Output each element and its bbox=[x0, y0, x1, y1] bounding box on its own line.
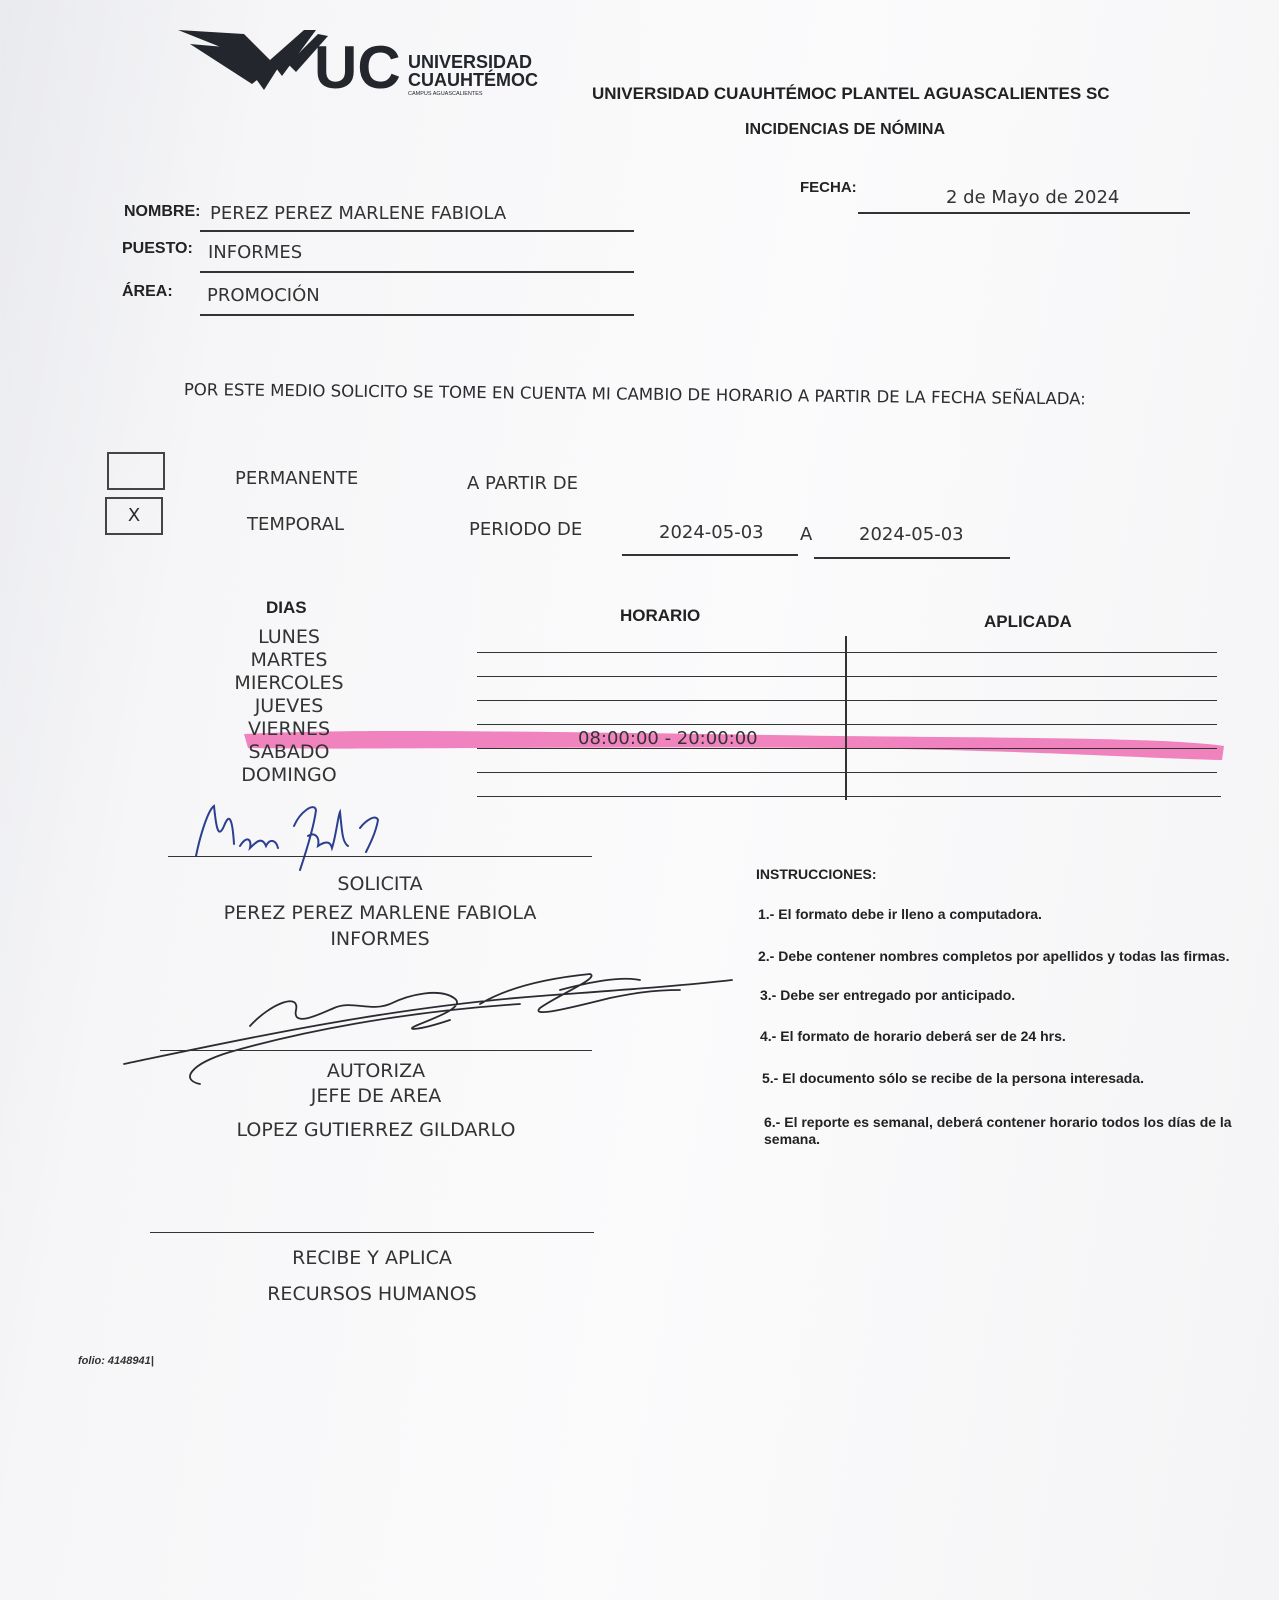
logo-tagline: CAMPUS AGUASCALIENTES bbox=[408, 91, 483, 97]
puesto-underline bbox=[200, 271, 634, 273]
a-partir-label: A PARTIR DE bbox=[467, 473, 579, 494]
autoriza-signature-line bbox=[160, 1050, 592, 1051]
permanente-label: PERMANENTE bbox=[235, 468, 359, 489]
area-value: PROMOCIÓN bbox=[207, 285, 320, 306]
folio-number: folio: 4148941| bbox=[78, 1355, 154, 1367]
column-aplicada: APLICADA bbox=[984, 612, 1072, 631]
day-miercoles: MIERCOLES bbox=[234, 672, 344, 694]
periodo-label: PERIODO DE bbox=[469, 519, 583, 540]
day-martes: MARTES bbox=[250, 649, 328, 671]
schedule-row-line bbox=[477, 796, 1221, 797]
temporal-label: TEMPORAL bbox=[247, 514, 345, 535]
area-underline bbox=[200, 314, 634, 316]
schedule-row-line bbox=[477, 676, 1217, 677]
autoriza-role: AUTORIZA bbox=[326, 1060, 426, 1082]
instructions-title: INSTRUCCIONES: bbox=[756, 866, 877, 882]
schedule-row-line bbox=[477, 652, 1217, 653]
recibe-role: RECIBE Y APLICA bbox=[292, 1247, 452, 1269]
autoriza-position: JEFE DE AREA bbox=[310, 1085, 442, 1107]
recibe-department: RECURSOS HUMANOS bbox=[267, 1283, 477, 1305]
fecha-value: 2 de Mayo de 2024 bbox=[946, 187, 1120, 208]
puesto-label: PUESTO: bbox=[122, 240, 193, 257]
periodo-to: 2024-05-03 bbox=[859, 524, 964, 545]
column-horario: HORARIO bbox=[620, 606, 701, 625]
eagle-emblem bbox=[178, 30, 328, 90]
solicita-name: PEREZ PEREZ MARLENE FABIOLA bbox=[223, 902, 537, 924]
periodo-to-underline bbox=[814, 557, 1010, 559]
solicita-signature-line bbox=[168, 856, 592, 857]
schedule-row-line bbox=[477, 724, 1217, 725]
instruction-item: 5.- El documento sólo se recibe de la persona interesada. bbox=[762, 1070, 1145, 1086]
logo-wordmark: UC bbox=[314, 34, 401, 100]
request-statement: POR ESTE MEDIO SOLICITO SE TOME EN CUENTA MI CAMBIO DE HORARIO A PARTIR DE LA FECHA SEÑALADA: bbox=[183, 380, 1086, 409]
day-domingo: DOMINGO bbox=[241, 764, 337, 786]
autoriza-name: LOPEZ GUTIERREZ GILDARLO bbox=[236, 1119, 516, 1141]
schedule-column-divider bbox=[845, 636, 847, 800]
instruction-item: 2.- Debe contener nombres completos por apellidos y todas las firmas. bbox=[758, 948, 1230, 964]
day-lunes: LUNES bbox=[258, 626, 320, 648]
puesto-value: INFORMES bbox=[208, 242, 303, 263]
document-title: UNIVERSIDAD CUAUHTÉMOC PLANTEL AGUASCALIENTES SC bbox=[592, 84, 1110, 103]
logo-line2: CUAUHTÉMOC bbox=[408, 70, 538, 90]
periodo-from: 2024-05-03 bbox=[659, 522, 764, 543]
temporal-checkbox[interactable]: X bbox=[105, 497, 163, 535]
viernes-hours: 08:00:00 - 20:00:00 bbox=[578, 728, 758, 749]
nombre-underline bbox=[200, 230, 634, 232]
logo-line1: UNIVERSIDAD bbox=[408, 52, 533, 72]
document-subtitle: INCIDENCIAS DE NÓMINA bbox=[745, 121, 946, 138]
column-dias: DIAS bbox=[266, 598, 307, 617]
nombre-value: PEREZ PEREZ MARLENE FABIOLA bbox=[210, 203, 507, 224]
area-label: ÁREA: bbox=[122, 283, 173, 300]
recibe-signature-line bbox=[150, 1232, 594, 1233]
fecha-label: FECHA: bbox=[800, 179, 857, 196]
periodo-separator: A bbox=[800, 524, 813, 545]
permanente-checkbox[interactable] bbox=[107, 452, 165, 490]
day-viernes: VIERNES bbox=[247, 718, 331, 740]
day-sabado: SABADO bbox=[248, 741, 330, 763]
nombre-label: NOMBRE: bbox=[124, 203, 201, 220]
schedule-row-line bbox=[477, 700, 1217, 701]
periodo-from-underline bbox=[622, 554, 798, 556]
university-logo bbox=[178, 24, 538, 100]
schedule-row-line bbox=[477, 772, 1217, 773]
day-jueves: JUEVES bbox=[254, 695, 324, 717]
instruction-item: 6.- El reporte es semanal, deberá contener horario todos los días de la semana. bbox=[764, 1114, 1232, 1147]
instruction-item: 3.- Debe ser entregado por anticipado. bbox=[760, 987, 1016, 1003]
solicita-role: SOLICITA bbox=[337, 873, 423, 895]
instruction-item: 1.- El formato debe ir lleno a computadora. bbox=[758, 906, 1042, 922]
instruction-item: 4.- El formato de horario deberá ser de 24 hrs. bbox=[760, 1028, 1066, 1044]
fecha-underline bbox=[858, 212, 1190, 214]
solicita-position: INFORMES bbox=[330, 928, 430, 950]
